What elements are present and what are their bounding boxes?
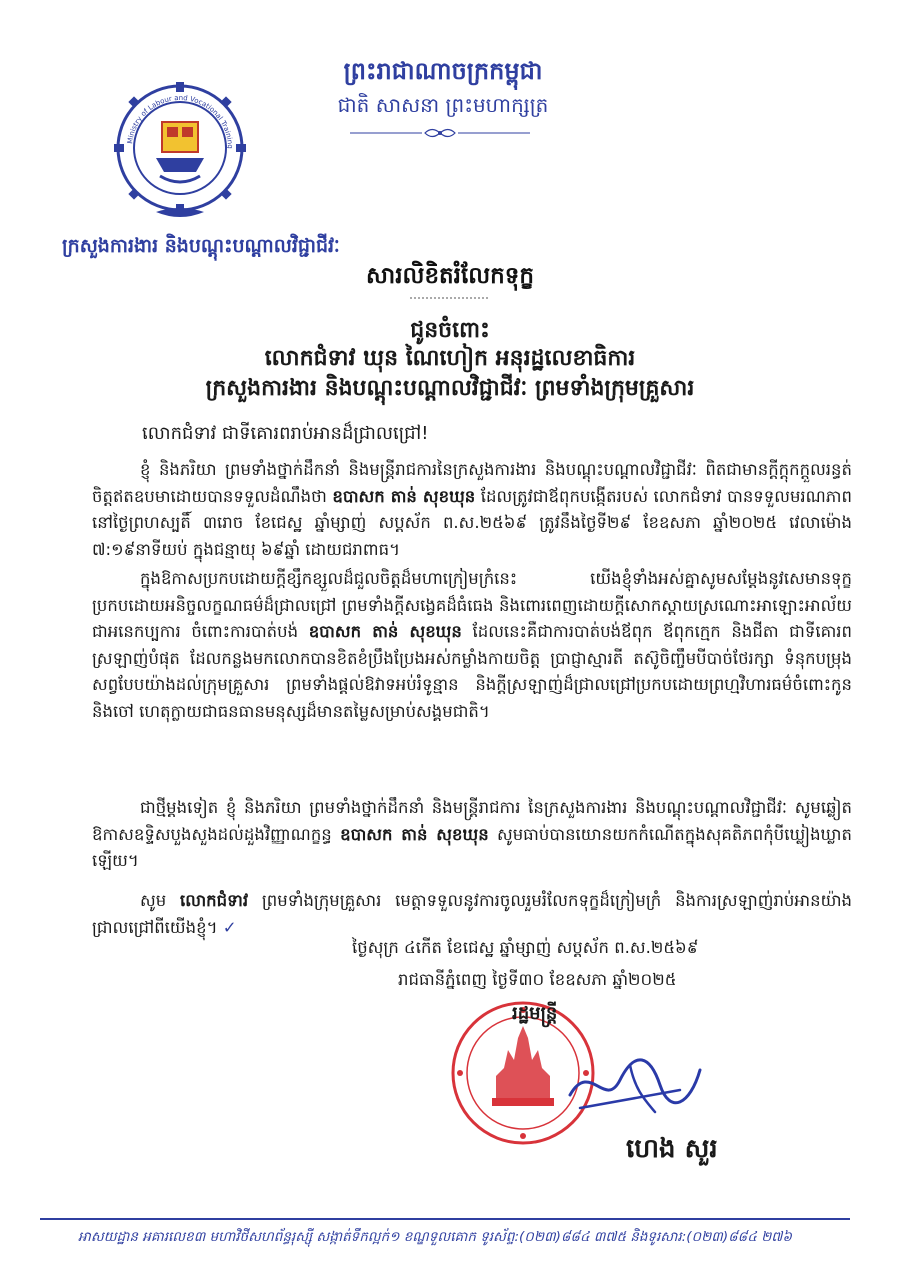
handwritten-mark: ✓	[222, 917, 237, 937]
salutation: លោកជំទាវ ជាទីគោរពរាប់អានដ៏ជ្រាលជ្រៅ!	[142, 423, 429, 444]
deceased-name: ឧបាសក តាន់ សុខឃុន	[308, 622, 462, 641]
recipient-honorific: លោកជំទាវ	[179, 891, 249, 910]
paragraph-4: សូម លោកជំទាវ ព្រមទាំងក្រុមគ្រួសារ មេត្តាទទួលនូវការចូលរួមរំលែកទុក្ខដ៏ក្រៀមក្រំ និងការស្រឡាញ់រាប់អានយ៉ាងជ្រាលជ្រៅពីយើងខ្ញុំ។ ✓	[92, 891, 852, 937]
signatory-name: ហេង សួរ	[626, 1134, 718, 1164]
deceased-name: ឧបាសក តាន់ សុខឃុន	[332, 486, 476, 506]
letter-title: សារលិខិតរំលែកទុក្ខ	[366, 262, 534, 289]
lunar-date: ថ្ងៃសុក្រ ៤កើត ខែជេស្ឋ ឆ្នាំម្សាញ់ សប្តស័ក ព.ស.២៥៦៩	[352, 938, 699, 957]
ministry-name: ក្រសួងការងារ និងបណ្តុះបណ្តាលវិជ្ជាជីវៈ	[62, 235, 340, 257]
paragraph-3: ជាថ្មីម្តងទៀត ខ្ញុំ និងភរិយា ព្រមទាំងថ្នាក់ដឹកនាំ និងមន្ត្រីរាជការ នៃក្រសួងការងារ និងបណ្តុះបណ្តាលវិជ្ជាជីវៈ សូមឆ្លៀតឱកាសឧទ្ទិសបួងសួងដល់ដួងវិញ្ញាណក្ខន្ធ ឧបាសក តាន់ សុខឃុន សូមធាប់បានយោនយកកំណើតក្នុងសុគតិភពកុំបីឃ្លៀងឃ្លាតឡើយ។	[92, 798, 852, 870]
paragraph-1: ខ្ញុំ និងភរិយា ព្រមទាំងថ្នាក់ដឹកនាំ និងមន្ត្រីរាជការនៃក្រសួងការងារ និងបណ្តុះបណ្តាលវិជ្ជាជីវៈ ពិតជាមានក្តីក្តុកក្តួលរន្ធត់ចិត្តឥតឧបមាដោយបានទទួលដំណឹងថា ឧបាសក តាន់ សុខឃុន ដែលត្រូវជាឪពុកបង្កើតរបស់ លោកជំទាវ បានទទួលមរណភាពនៅថ្ងៃព្រហស្បតិ៍ ៣រោច ខែជេស្ឋ ឆ្នាំម្សាញ់ សប្តស័ក ព.ស.២៥៦៩ ត្រូវនឹងថ្ងៃទី២៩ ខែឧសភា ឆ្នាំ២០២៥ វេលាម៉ោង ៧:១៩នាទីយប់ ក្នុងជន្មាយុ ៦៩ឆ្នាំ ដោយជរាពាធ។	[92, 460, 852, 559]
recipient-line-1: លោកជំទាវ ឃុន ណៃហៀក អនុរដ្ឋលេខាធិការ	[264, 345, 636, 371]
ministry-logo	[100, 72, 260, 232]
signature-scribble	[560, 1050, 710, 1120]
logo-text: Ministry of Labour and Vocational Training	[126, 93, 235, 149]
recipient-line-2: ក្រសួងការងារ និងបណ្តុះបណ្តាលវិជ្ជាជីវៈ ព្រមទាំងក្រុមគ្រួសារ	[205, 375, 695, 401]
signatory-title: រដ្ឋមន្ត្រី	[512, 1003, 558, 1024]
deceased-name: ឧបាសក តាន់ សុខឃុន	[340, 824, 489, 844]
to-label: ជូនចំពោះ	[410, 317, 490, 343]
footer-address: អាសយដ្ឋាន អគារលេខ៣ មហាវិថីសហព័ន្ធរុស្ស៊ី សង្កាត់ទឹកល្អក់១ ខណ្ឌទួលគោក ទូរស័ព្ទ:(០២៣)៨៨៤ ៣៧៥ និងទូរសារ:(០២៣)៨៨៤ ២៧៦	[78, 1229, 792, 1245]
paragraph-2: ក្នុងឱកាសប្រកបដោយក្តីខ្សឹកខ្សួលដ៏ជួលចិត្តដ៏មហាក្រៀមក្រំនេះ យើងខ្ញុំទាំងអស់គ្នាសូមសម្តែងនូវសេមានទុក្ខប្រកបដោយអនិច្ចលក្ខណធម៌ដ៏ជ្រាលជ្រៅ ព្រមទាំងក្តីសង្វេគដ៏ធំធេង និងពោរពេញដោយក្តីសោកស្តាយស្រណោះអាឡោះអាល័យជាអនេកប្បការ ចំពោះការបាត់បង់ ឧបាសក តាន់ សុខឃុន ដែលនេះគឺជាការបាត់បង់ឪពុក ឪពុកក្មេក និងជីតា ជាទីគោរពស្រឡាញ់បំផុត ដែលកន្លងមកលោកបានខិតខំប្រឹងប្រែងអស់កម្លាំងកាយចិត្ត ប្រាជ្ញាស្មារតី តស៊ូចិញ្ចឹមបីបាច់ថែរក្សា ទំនុកបម្រុងសព្វបែបយ៉ាងដល់ក្រុមគ្រួសារ ព្រមទាំងផ្តល់ឱវាទអប់រំទូន្មាន និងក្តីស្រឡាញ់ដ៏ជ្រាលជ្រៅប្រកបដោយព្រហ្មវិហារធម៌ចំពោះកូន និងចៅ ហេតុក្លាយជាធនធានមនុស្សដ៏មានតម្លៃសម្រាប់សង្គមជាតិ។	[92, 569, 852, 721]
solar-date: រាជធានីភ្នំពេញ ថ្ងៃទី៣០ ខែឧសភា ឆ្នាំ២០២៥	[398, 970, 677, 989]
title-ornament	[405, 293, 495, 303]
ornament-divider	[330, 124, 550, 142]
footer-rule	[40, 1218, 850, 1220]
national-motto: ជាតិ សាសនា ព្រះមហាក្សត្រ	[337, 93, 549, 117]
kingdom-title: ព្រះរាជាណាចក្រកម្ពុជា	[343, 56, 543, 85]
